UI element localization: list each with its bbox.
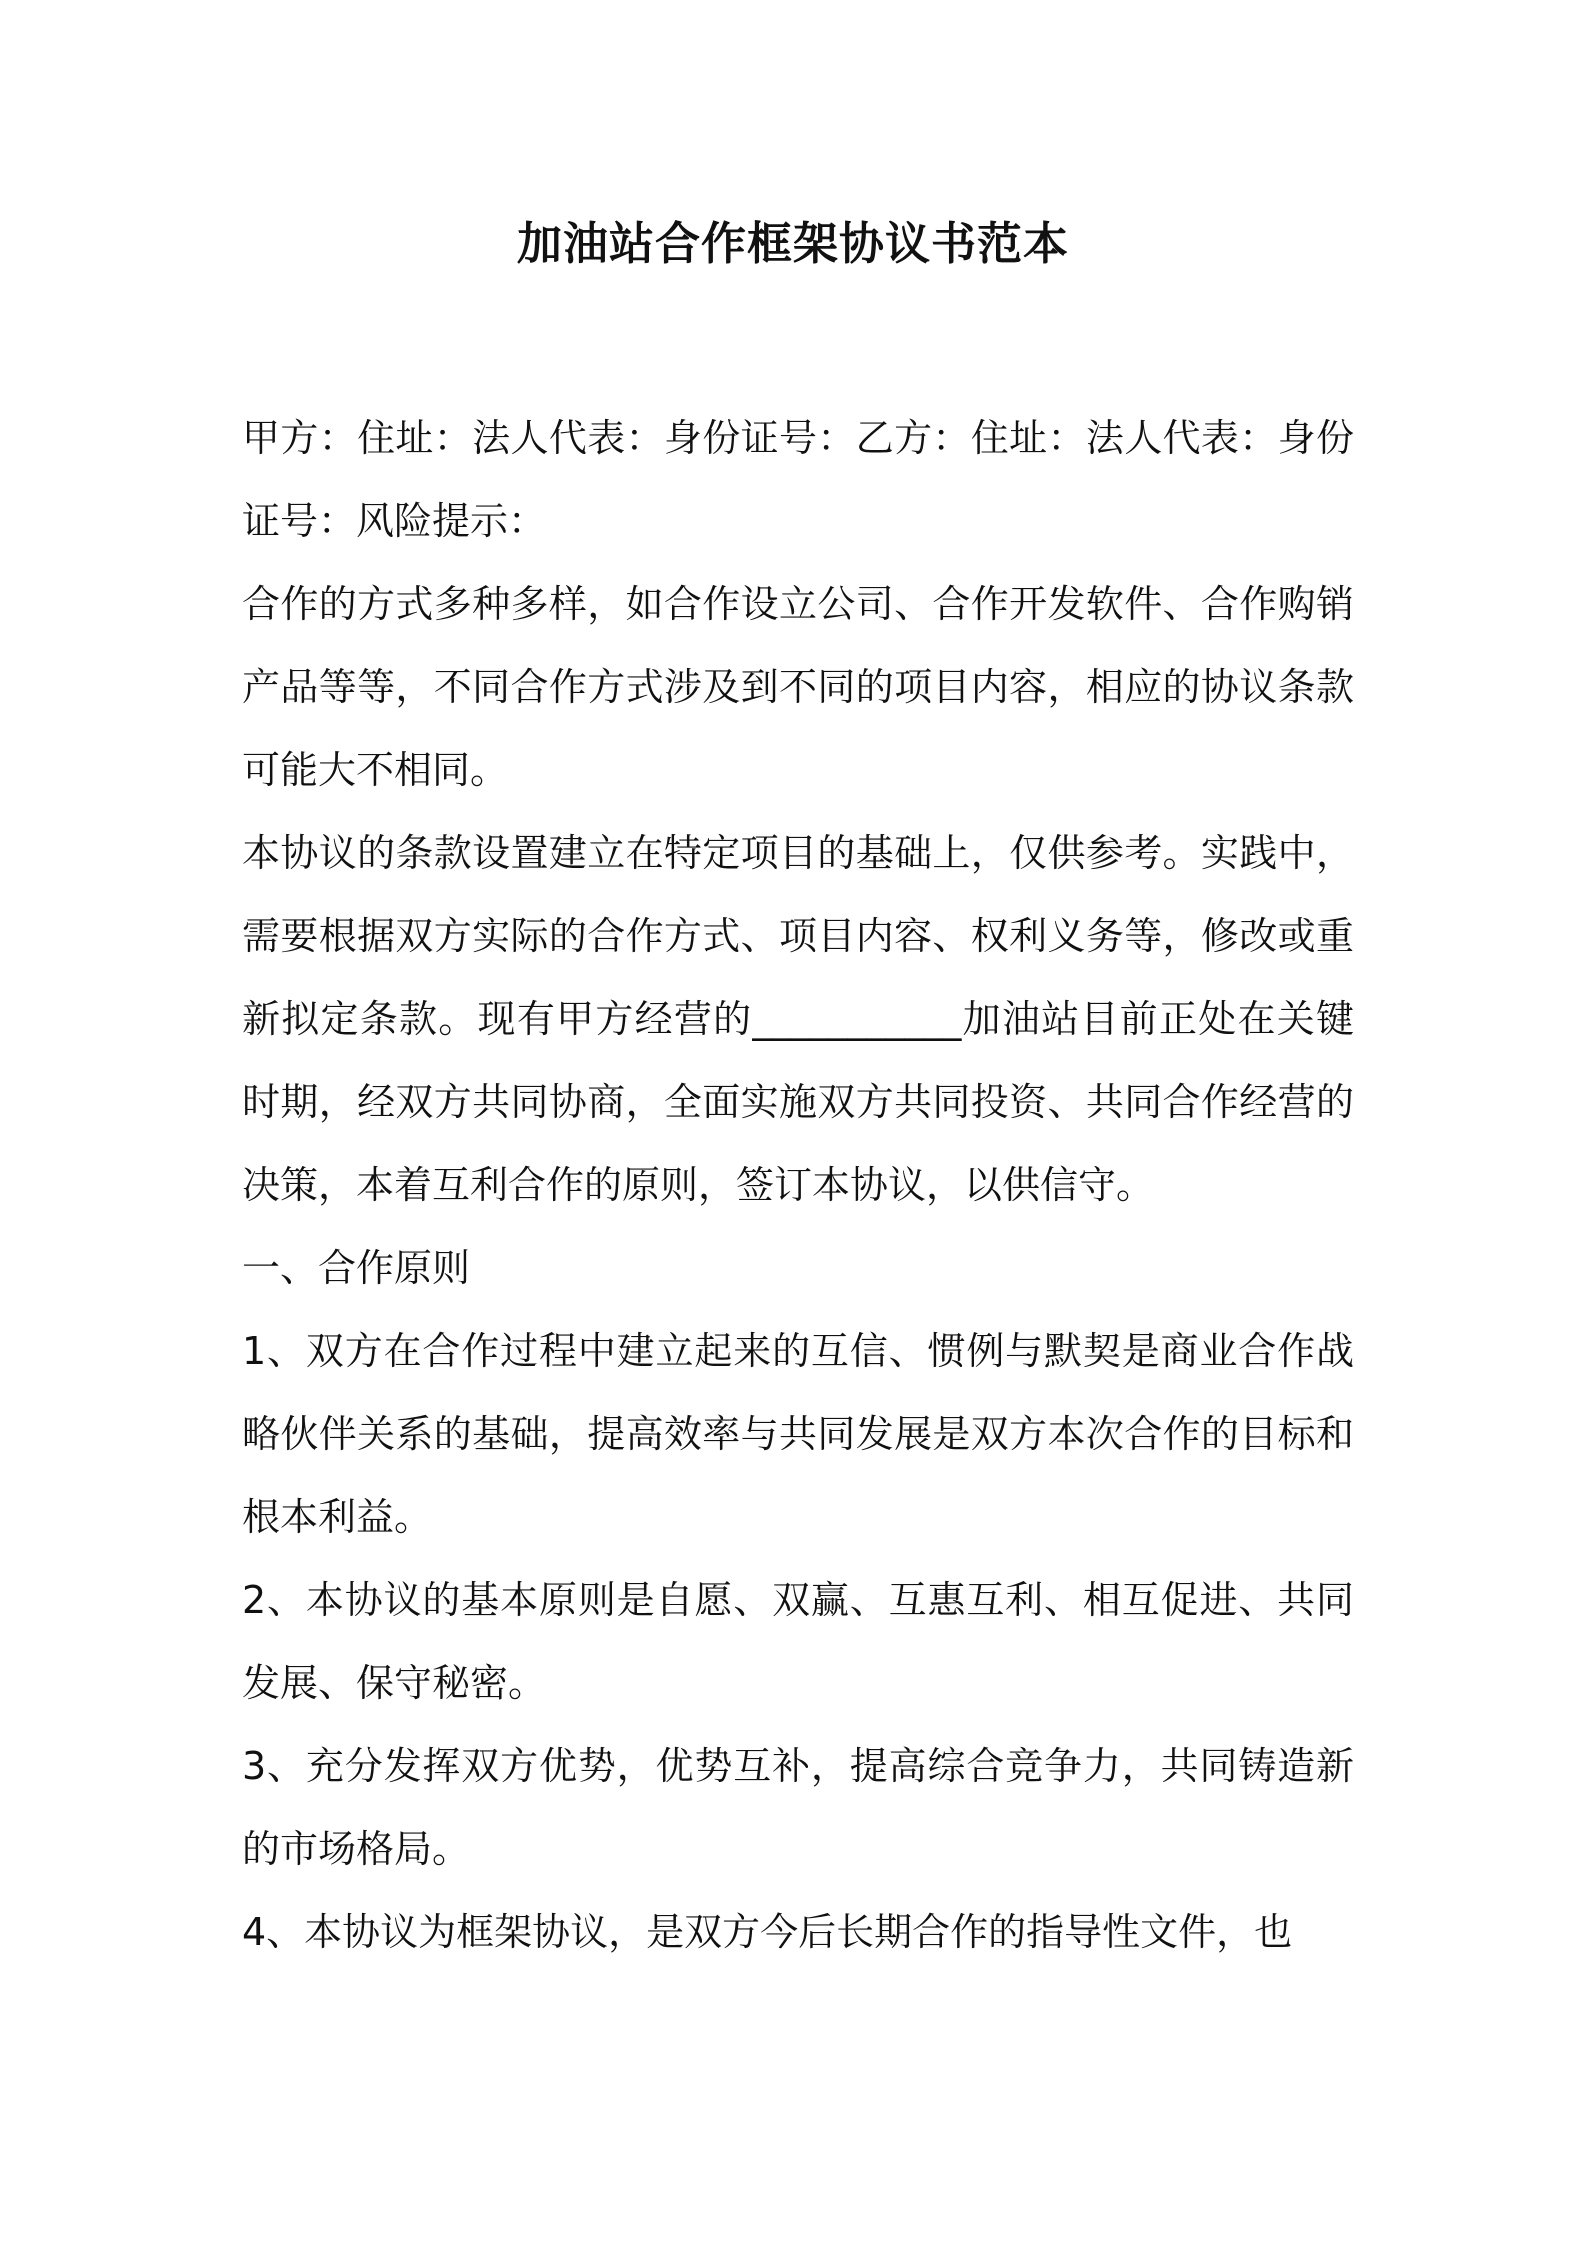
document-title: 加油站合作框架协议书范本 xyxy=(516,217,1069,270)
document-body xyxy=(242,397,1354,1974)
principle-item-1: 1、双方在合作过程中建立起来的互信、惯例与默契是商业合作战略伙伴关系的基础，提高效率与共同发展是双方本次合作的目标和根本利益。 xyxy=(242,1329,1354,1539)
principle-item-2: 2、本协议的基本原则是自愿、双赢、互惠互利、相互促进、共同发展、保守秘密。 xyxy=(242,1578,1354,1705)
preamble-paragraph: 本协议的条款设置建立在特定项目的基础上，仅供参考。实践中，需要根据双方实际的合作方式、项目内容、权利义务等，修改或重新拟定条款。现有甲方经营的___________加油站目前正处在关键时期，经双方共同协商，全面实施双方共同投资、共同合作经营的决策，本着互利合作的原则，签订本协议，以供信守。 xyxy=(242,831,1354,1207)
section-heading-cooperation-principles: 一、合作原则 xyxy=(242,1246,471,1290)
risk-note-paragraph: 合作的方式多种多样，如合作设立公司、合作开发软件、合作购销产品等等，不同合作方式涉及到不同的项目内容，相应的协议条款可能大不相同。 xyxy=(242,582,1354,792)
principle-item-3: 3、充分发挥双方优势，优势互补，提高综合竞争力，共同铸造新的市场格局。 xyxy=(242,1744,1354,1871)
party-info-paragraph: 甲方：住址：法人代表：身份证号：乙方：住址：法人代表：身份证号：风险提示： xyxy=(242,416,1354,543)
principle-item-4: 4、本协议为框架协议，是双方今后长期合作的指导性文件，也 xyxy=(242,1910,1293,1954)
